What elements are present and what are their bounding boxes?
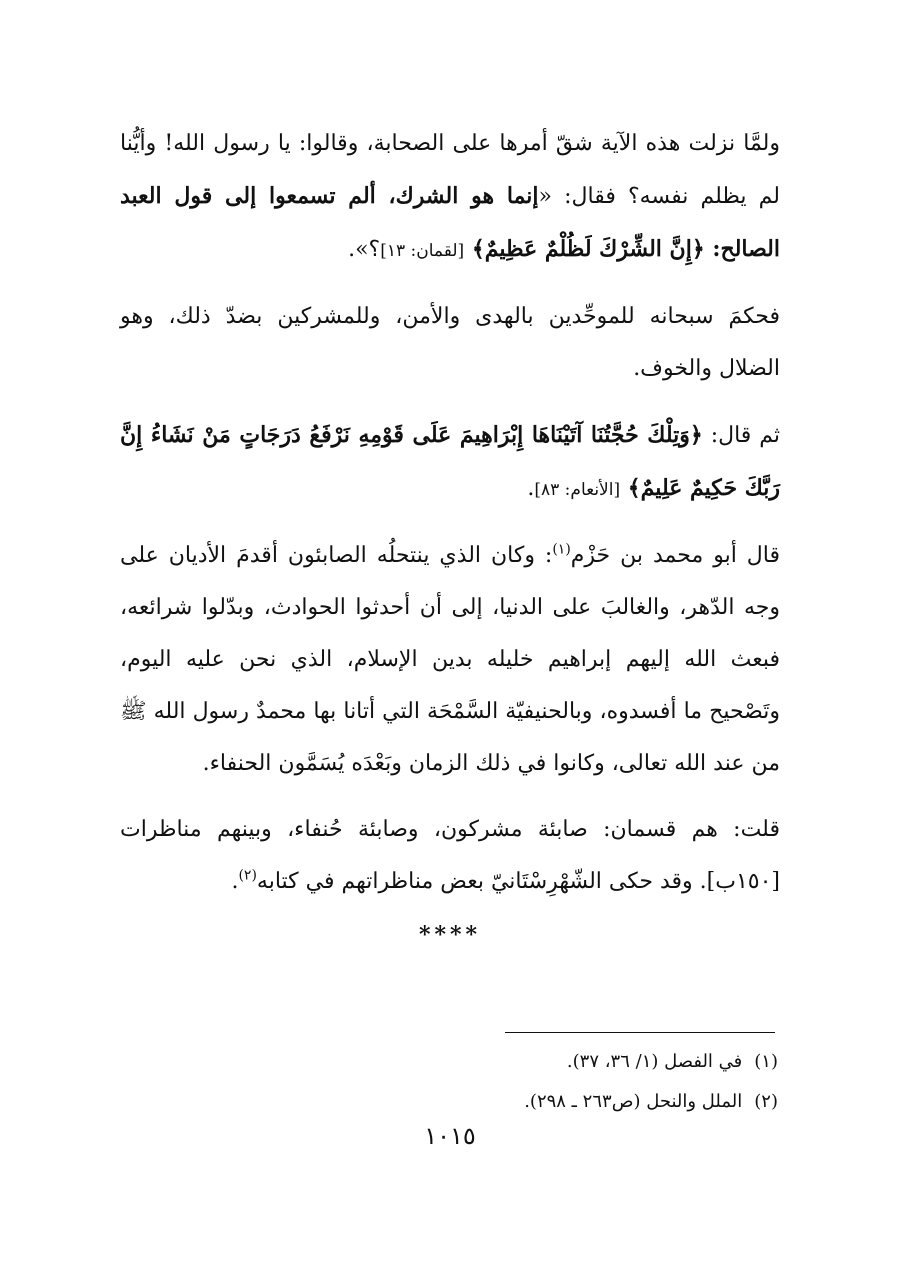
section-separator: **** [418, 922, 482, 948]
footnote-1-text: في الفصل (١/ ٣٦، ٣٧). [566, 1051, 743, 1072]
paragraph-1-intro: ولمَّا نزلت هذه الآية شقّ أمرها على الصحابة، وقالوا: يا رسول الله! وأيُّنا لم يظلم نفسه؟ فقال: « [120, 131, 780, 209]
paragraph-4-text: : وكان الذي ينتحلُه الصابئون أقدمَ الأديان على وجه الدّهر، والغالبَ على الدنيا، إلى أن أحدثوا الحوادث، وبدّلوا شرائعه، فبعث الله إليهم إبراهيم خليله بدين الإسلام، الذي نحن عليه اليوم، وتَصْحيح ما أفسدوه، وبالحنيفيّة السَّمْحَة التي أتانا بها محمدٌ رسول الله ﷺ من عند الله تعالى، وكانوا في ذلك الزمان وبَعْدَه يُسَمَّون الحنفاء. [120, 543, 780, 776]
footnote-ref-1[interactable]: (١) [552, 541, 571, 558]
quran-verse-luqman: ﴿إِنَّ الشِّرْكَ لَظُلْمٌ عَظِيمٌ﴾ [464, 236, 713, 262]
paragraph-5-text: قلت: هم قسمان: صابئة مشركون، وصابئة حُنفاء، وبينهم مناظرات [١٥٠ب]. وقد حكى الشّهْرِسْتَانيّ بعض مناظراتهم في كتابه [120, 817, 780, 894]
paragraph-1-end: ؟». [348, 237, 381, 262]
paragraph-3-intro: ثم قال: [702, 423, 780, 448]
citation-anam: [الأنعام: ٨٣] [534, 480, 621, 500]
page-body [120, 118, 780, 948]
paragraph-1 [120, 118, 780, 277]
paragraph-4-intro: قال أبو محمد بن حَزْم [570, 543, 780, 568]
paragraph-2: فحكمَ سبحانه للموحِّدين بالهدى والأمن، وللمشركين بضدّ ذلك، وهو الضلال والخوف. [120, 304, 780, 381]
paragraph-5 [120, 804, 780, 908]
footnotes [524, 1042, 778, 1122]
footnote-2-text: الملل والنحل (ص٢٦٣ ـ ٢٩٨). [524, 1091, 743, 1112]
footnote-2 [524, 1082, 778, 1122]
paragraph-3 [120, 409, 780, 516]
quran-verse-anam: ﴿وَتِلْكَ حُجَّتُنَا آتَيْنَاهَا إِبْرَاهِيمَ عَلَى قَوْمِهِ نَرْفَعُ دَرَجَاتٍ مَنْ نَشَاءُ إِنَّ رَبَّكَ حَكِيمٌ عَلِيمٌ﴾ [120, 422, 780, 501]
paragraph-4 [120, 530, 780, 790]
footnote-divider [505, 1032, 775, 1033]
citation-luqman: [لقمان: ١٣] [380, 241, 465, 261]
hadith-quote: إنما هو الشرك، ألم تسمعوا إلى قول العبد الصالح: [120, 183, 780, 262]
footnote-1 [524, 1042, 778, 1082]
footnote-2-number: (٢) [754, 1091, 778, 1112]
footnote-1-number: (١) [754, 1051, 778, 1072]
paragraph-3-end: . [527, 476, 535, 501]
paragraph-5-end: . [231, 869, 239, 894]
page-number: ١٠١٥ [424, 1122, 476, 1150]
footnote-ref-2[interactable]: (٢) [238, 867, 257, 884]
